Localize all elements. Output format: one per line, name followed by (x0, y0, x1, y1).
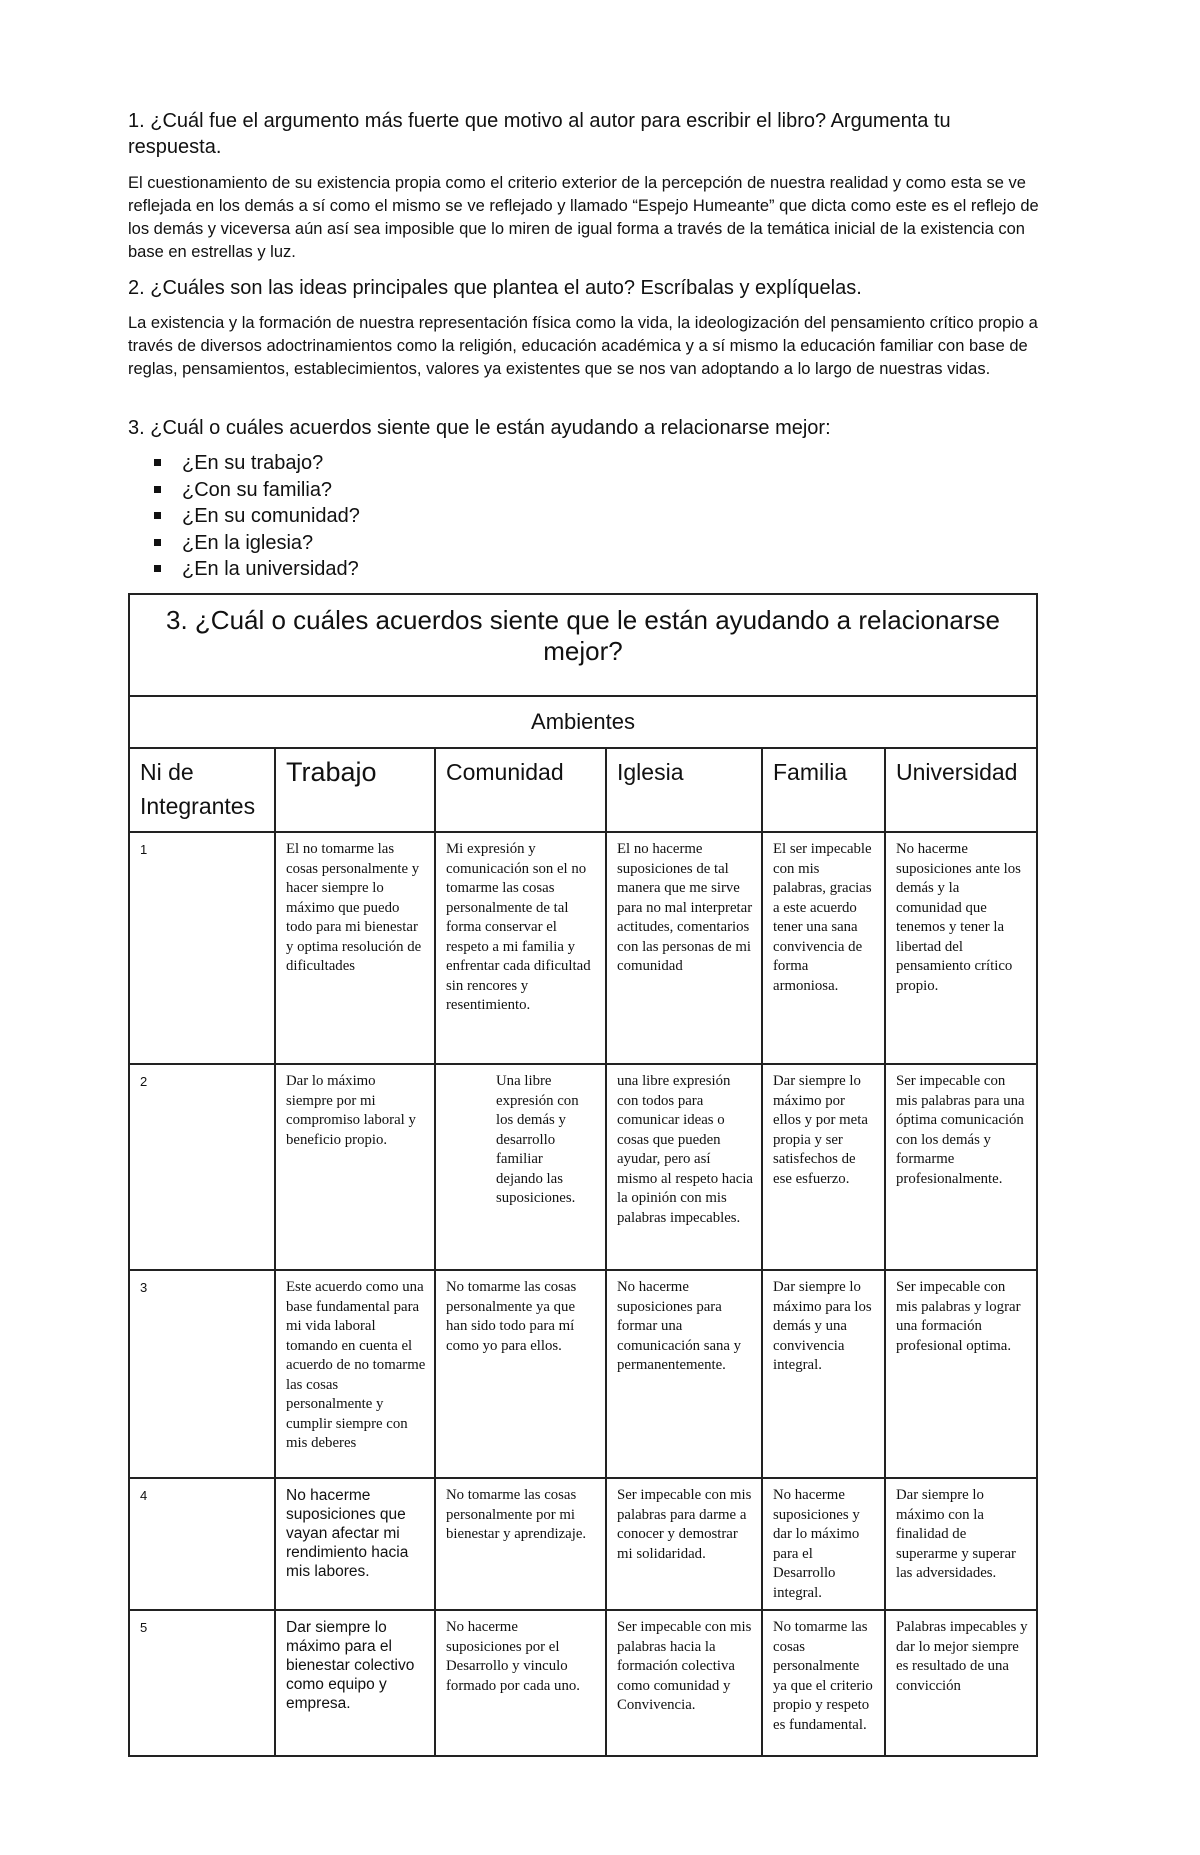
header-universidad: Universidad (885, 748, 1037, 832)
cell-familia: No hacerme suposiciones y dar lo máximo para el Desarrollo integral. (762, 1478, 885, 1610)
table-subtitle-row (129, 696, 1037, 748)
cell-iglesia: El no hacerme suposiciones de tal manera que me sirve para no mal interpretar actitudes, comentarios con las personas de mi comunidad (606, 832, 762, 1064)
cell-comunidad: No tomarme las cosas personalmente ya que han sido todo para mí como yo para ellos. (435, 1270, 606, 1478)
table-row (129, 1270, 1037, 1478)
bullet-text: ¿En la iglesia? (182, 531, 314, 554)
square-bullet-icon (154, 486, 161, 493)
cell-iglesia: Ser impecable con mis palabras para darme a conocer y demostrar mi solidaridad. (606, 1478, 762, 1610)
table-row (129, 1610, 1037, 1756)
bullet-text: ¿Con su familia? (182, 478, 333, 501)
cell-universidad: Ser impecable con mis palabras para una óptima comunicación con los demás y formarme profesionalmente. (885, 1064, 1037, 1270)
header-familia: Familia (762, 748, 885, 832)
cell-familia: El ser impecable con mis palabras, gracias a este acuerdo tener una sana convivencia de forma armoniosa. (762, 832, 885, 1064)
cell-comunidad: Mi expresión y comunicación son el no tomarme las cosas personalmente de tal forma conservar el respeto a mi familia y enfrentar cada dificultad sin rencores y resentimiento. (435, 832, 606, 1064)
header-integrantes: Ni de Integrantes (129, 748, 275, 832)
bullet-text: ¿En su comunidad? (182, 505, 360, 527)
question-3: 3. ¿Cuál o cuáles acuerdos siente que le están ayudando a relacionarse mejor: (128, 417, 831, 439)
square-bullet-icon (154, 539, 161, 546)
ambientes-header: Ambientes (129, 696, 1037, 748)
cell-comunidad: No hacerme suposiciones por el Desarrollo y vinculo formado por cada uno. (435, 1610, 606, 1756)
row-number: 4 (129, 1478, 275, 1610)
header-iglesia: Iglesia (606, 748, 762, 832)
row-number: 2 (129, 1064, 275, 1270)
table-title: 3. ¿Cuál o cuáles acuerdos siente que le están ayudando a relacionarse mejor? (129, 594, 1037, 696)
cell-trabajo: El no tomarme las cosas personalmente y hacer siempre lo máximo que puedo todo para mi bienestar y optima resolución de dificultades (275, 832, 435, 1064)
list-item (150, 503, 360, 530)
cell-familia: Dar siempre lo máximo por ellos y por meta propia y ser satisfechos de ese esfuerzo. (762, 1064, 885, 1270)
answer-2: La existencia y la formación de nuestra representación física como la vida, la ideologización del pensamiento crítico propio a través de diversos adoctrinamientos como la religión, educación académica y a sí mismo la educación familiar con base de reglas, pensamientos, establecimientos, valores ya existentes que se nos van adoptando a lo largo de nuestras vidas. (128, 314, 1038, 378)
cell-universidad: Ser impecable con mis palabras y lograr una formación profesional optima. (885, 1270, 1037, 1478)
list-item (150, 450, 360, 477)
bullet-text: ¿En su trabajo? (182, 452, 324, 474)
table-row (129, 832, 1037, 1064)
cell-universidad: Palabras impecables y dar lo mejor siempre es resultado de una convicción (885, 1610, 1037, 1756)
cell-universidad: No hacerme suposiciones ante los demás y la comunidad que tenemos y tener la libertad del pensamiento crítico propio. (885, 832, 1037, 1064)
cell-trabajo: No hacerme suposiciones que vayan afectar mi rendimiento hacia mis labores. (275, 1478, 435, 1610)
header-comunidad: Comunidad (435, 748, 606, 832)
row-number: 1 (129, 832, 275, 1064)
table-header-row (129, 748, 1037, 832)
list-item (150, 530, 360, 557)
table-row (129, 1478, 1037, 1610)
cell-trabajo: Este acuerdo como una base fundamental para mi vida laboral tomando en cuenta el acuerdo de no tomarme las cosas personalmente y cumplir siempre con mis deberes (275, 1270, 435, 1478)
square-bullet-icon (154, 565, 161, 572)
answer-1: El cuestionamiento de su existencia propia como el criterio exterior de la percepción de nuestra realidad y como esta se ve reflejada en los demás a sí como el mismo se ve reflejado y llamado “Espejo Humeante” que dicta como este es el reflejo de los demás y viceversa aún así sea imposible que lo miren de igual forma a través de la temática inicial de la existencia con base en estrellas y luz. (128, 174, 1039, 261)
square-bullet-icon (154, 459, 161, 466)
cell-trabajo: Dar siempre lo máximo para el bienestar colectivo como equipo y empresa. (275, 1610, 435, 1756)
table-row (129, 1064, 1037, 1270)
cell-comunidad: Una libre expresión con los demás y desarrollo familiar dejando las suposiciones. (435, 1064, 606, 1270)
table-title-row (129, 594, 1037, 696)
header-trabajo: Trabajo (275, 748, 435, 832)
row-number: 3 (129, 1270, 275, 1478)
cell-familia: No tomarme las cosas personalmente ya que el criterio propio y respeto es fundamental. (762, 1610, 885, 1756)
square-bullet-icon (154, 512, 161, 519)
cell-iglesia: una libre expresión con todos para comunicar ideas o cosas que pueden ayudar, pero así mismo al respeto hacia la opinión con mis palabras impecables. (606, 1064, 762, 1270)
question-1: 1. ¿Cuál fue el argumento más fuerte que motivo al autor para escribir el libro? Argumenta tu respuesta. (128, 110, 951, 158)
cell-universidad: Dar siempre lo máximo con la finalidad de superarme y superar las adversidades. (885, 1478, 1037, 1610)
question-2: 2. ¿Cuáles son las ideas principales que plantea el auto? Escríbalas y explíquelas. (128, 277, 862, 299)
cell-trabajo: Dar lo máximo siempre por mi compromiso laboral y beneficio propio. (275, 1064, 435, 1270)
list-item (150, 477, 360, 504)
cell-comunidad: No tomarme las cosas personalmente por mi bienestar y aprendizaje. (435, 1478, 606, 1610)
row-number: 5 (129, 1610, 275, 1756)
cell-iglesia: No hacerme suposiciones para formar una comunicación sana y permanentemente. (606, 1270, 762, 1478)
cell-familia: Dar siempre lo máximo para los demás y una convivencia integral. (762, 1270, 885, 1478)
agreements-table (128, 593, 1038, 1757)
cell-iglesia: Ser impecable con mis palabras hacia la formación colectiva como comunidad y Convivencia. (606, 1610, 762, 1756)
list-item (150, 556, 360, 583)
bullet-list (150, 450, 360, 583)
bullet-text: ¿En la universidad? (182, 558, 359, 580)
